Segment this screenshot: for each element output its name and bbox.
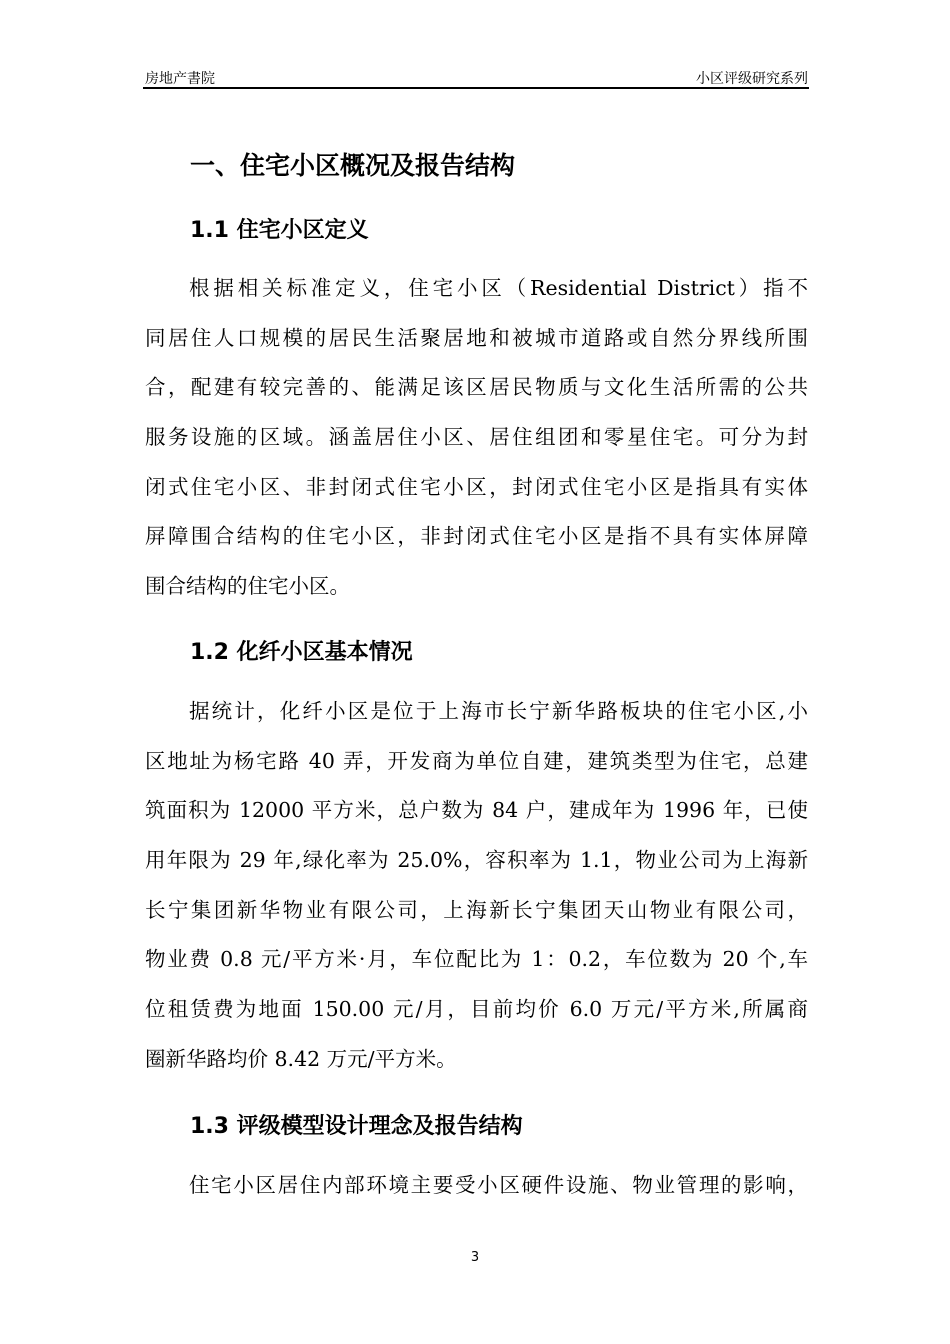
header-left: 房地产書院 [145,71,215,87]
text-line: 合，配建有较完善的、能满足该区居民物质与文化生活所需的公共 [145,375,808,400]
header-rule [143,87,809,89]
text-line: 长宁集团新华物业有限公司，上海新长宁集团天山物业有限公司， [145,897,808,922]
paragraph-definition [145,264,808,612]
text-line: 位租赁费为地面 150.00 元/月，目前均价 6.0 万元/平方米,所属商 [145,997,808,1022]
text-line: 闭式住宅小区、非封闭式住宅小区，封闭式住宅小区是指具有实体 [145,474,808,499]
text-line: 同居住人口规模的居民生活聚居地和被城市道路或自然分界线所围 [145,325,808,350]
section-heading-1-1: 1.1 住宅小区定义 [190,218,369,243]
text-line: 住宅小区居住内部环境主要受小区硬件设施、物业管理的影响， [189,1173,808,1197]
section-heading-1-2: 1.2 化纤小区基本情况 [190,640,413,665]
text-line: 物业费 0.8 元/平方米·月，车位配比为 1：0.2，车位数为 20 个,车 [145,947,808,972]
section-heading-1-3: 1.3 评级模型设计理念及报告结构 [190,1114,523,1139]
text-line: 筑面积为 12000 平方米，总户数为 84 户，建成年为 1996 年，已使 [145,798,808,823]
text-line: 用年限为 29 年,绿化率为 25.0%，容积率为 1.1，物业公司为上海新 [145,848,808,873]
paragraph-basic-info [145,687,808,1085]
text-line: 服务设施的区域。涵盖居住小区、居住组团和零星住宅。可分为封 [145,425,808,450]
text-line: 屏障围合结构的住宅小区，非封闭式住宅小区是指不具有实体屏障 [145,524,808,549]
text-line: 根据相关标准定义，住宅小区（Residential District）指不 [189,276,808,300]
text-line: 区地址为杨宅路 40 弄，开发商为单位自建，建筑类型为住宅，总建 [145,748,808,773]
chapter-title: 一、住宅小区概况及报告结构 [190,151,516,180]
page-number: 3 [470,1250,480,1265]
text-line: 围合结构的住宅小区。 [145,574,350,599]
header-right: 小区评级研究系列 [696,71,808,87]
text-line: 圈新华路均价 8.42 万元/平方米。 [145,1046,457,1071]
paragraph-model [145,1161,808,1211]
text-line: 据统计，化纤小区是位于上海市长宁新华路板块的住宅小区,小 [189,699,808,723]
